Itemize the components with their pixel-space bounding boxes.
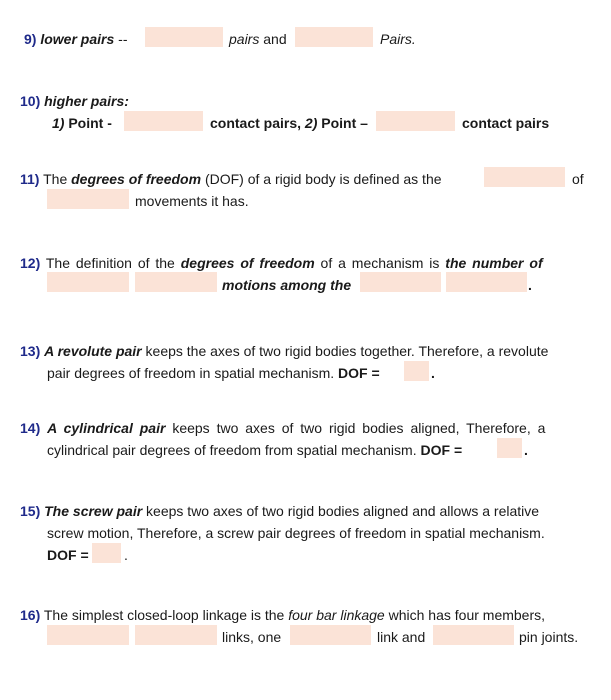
question-number: 10) bbox=[20, 93, 41, 109]
answer-blank[interactable] bbox=[290, 625, 371, 645]
answer-blank[interactable] bbox=[47, 189, 129, 209]
term: The screw pair bbox=[44, 503, 143, 519]
question-number: 16) bbox=[20, 607, 41, 623]
term: A cylindrical pair bbox=[47, 420, 166, 436]
answer-blank[interactable] bbox=[404, 361, 429, 381]
text: link and bbox=[377, 629, 426, 645]
answer-blank[interactable] bbox=[376, 111, 455, 131]
text: Point – bbox=[317, 115, 368, 131]
answer-blank[interactable] bbox=[433, 625, 514, 645]
text: pin joints. bbox=[519, 629, 579, 645]
dof-label: DOF = bbox=[47, 547, 89, 563]
text: (DOF) of a rigid body is defined as the bbox=[201, 171, 442, 187]
term: A revolute pair bbox=[44, 343, 142, 359]
question-number: 11) bbox=[20, 171, 40, 187]
text: . bbox=[431, 365, 435, 381]
text: pair degrees of freedom in spatial mechanism. bbox=[47, 365, 339, 381]
text: Point - bbox=[64, 115, 112, 131]
text: keeps two axes of two rigid bodies aligned, Therefore, a bbox=[165, 420, 546, 436]
answer-blank[interactable] bbox=[360, 272, 441, 292]
answer-blank[interactable] bbox=[295, 27, 373, 47]
term: higher pairs: bbox=[44, 93, 129, 109]
text: of bbox=[572, 171, 584, 187]
separator: -- bbox=[114, 31, 128, 47]
answer-blank[interactable] bbox=[484, 167, 565, 187]
text: keeps the axes of two rigid bodies together. Therefore, a revolute bbox=[141, 343, 549, 359]
text: contact pairs bbox=[462, 115, 550, 131]
text: keeps two axes of two rigid bodies aligned and allows a relative bbox=[142, 503, 540, 519]
question-number: 13) bbox=[20, 343, 41, 359]
answer-blank[interactable] bbox=[92, 543, 121, 563]
text: of a mechanism is bbox=[314, 255, 446, 271]
text: movements it has. bbox=[135, 193, 249, 209]
text: . bbox=[124, 547, 128, 563]
term: lower pairs bbox=[40, 31, 115, 47]
dof-label: DOF = bbox=[420, 442, 463, 458]
text: screw motion, Therefore, a screw pair degrees of freedom in spatial mechanism. bbox=[47, 525, 545, 541]
term: degrees of freedom bbox=[180, 255, 315, 271]
answer-blank[interactable] bbox=[135, 272, 217, 292]
answer-blank[interactable] bbox=[145, 27, 223, 47]
dof-label: DOF = bbox=[338, 365, 380, 381]
text: The bbox=[39, 171, 72, 187]
term: the number of bbox=[445, 255, 543, 271]
text-italic: pairs bbox=[229, 31, 260, 47]
question-number: 12) bbox=[20, 255, 41, 271]
text: cylindrical pair degrees of freedom from spatial mechanism. bbox=[47, 442, 421, 458]
text: motions among the bbox=[222, 277, 352, 293]
text: contact pairs, bbox=[210, 115, 305, 131]
text: . bbox=[528, 277, 532, 293]
text: . bbox=[524, 442, 528, 458]
answer-blank[interactable] bbox=[124, 111, 203, 131]
question-number: 9) bbox=[24, 31, 37, 47]
answer-blank[interactable] bbox=[497, 438, 522, 458]
question-number: 14) bbox=[20, 420, 41, 436]
answer-blank[interactable] bbox=[47, 625, 129, 645]
text: The simplest closed-loop linkage is the bbox=[40, 607, 289, 623]
text: and bbox=[259, 31, 287, 47]
text: which has four members, bbox=[384, 607, 546, 623]
answer-blank[interactable] bbox=[135, 625, 217, 645]
sub-item-2 bbox=[210, 114, 368, 132]
sub-item-1 bbox=[52, 114, 112, 132]
sub-number: 2) bbox=[304, 115, 318, 131]
term: four bar linkage bbox=[288, 607, 385, 623]
term: degrees of freedom bbox=[71, 171, 202, 187]
sub-number: 1) bbox=[52, 115, 65, 131]
text: Pairs. bbox=[380, 31, 416, 47]
question-number: 15) bbox=[20, 503, 41, 519]
text: The definition of the bbox=[40, 255, 181, 271]
text: links, one bbox=[222, 629, 282, 645]
text bbox=[229, 30, 287, 48]
answer-blank[interactable] bbox=[47, 272, 129, 292]
answer-blank[interactable] bbox=[446, 272, 527, 292]
